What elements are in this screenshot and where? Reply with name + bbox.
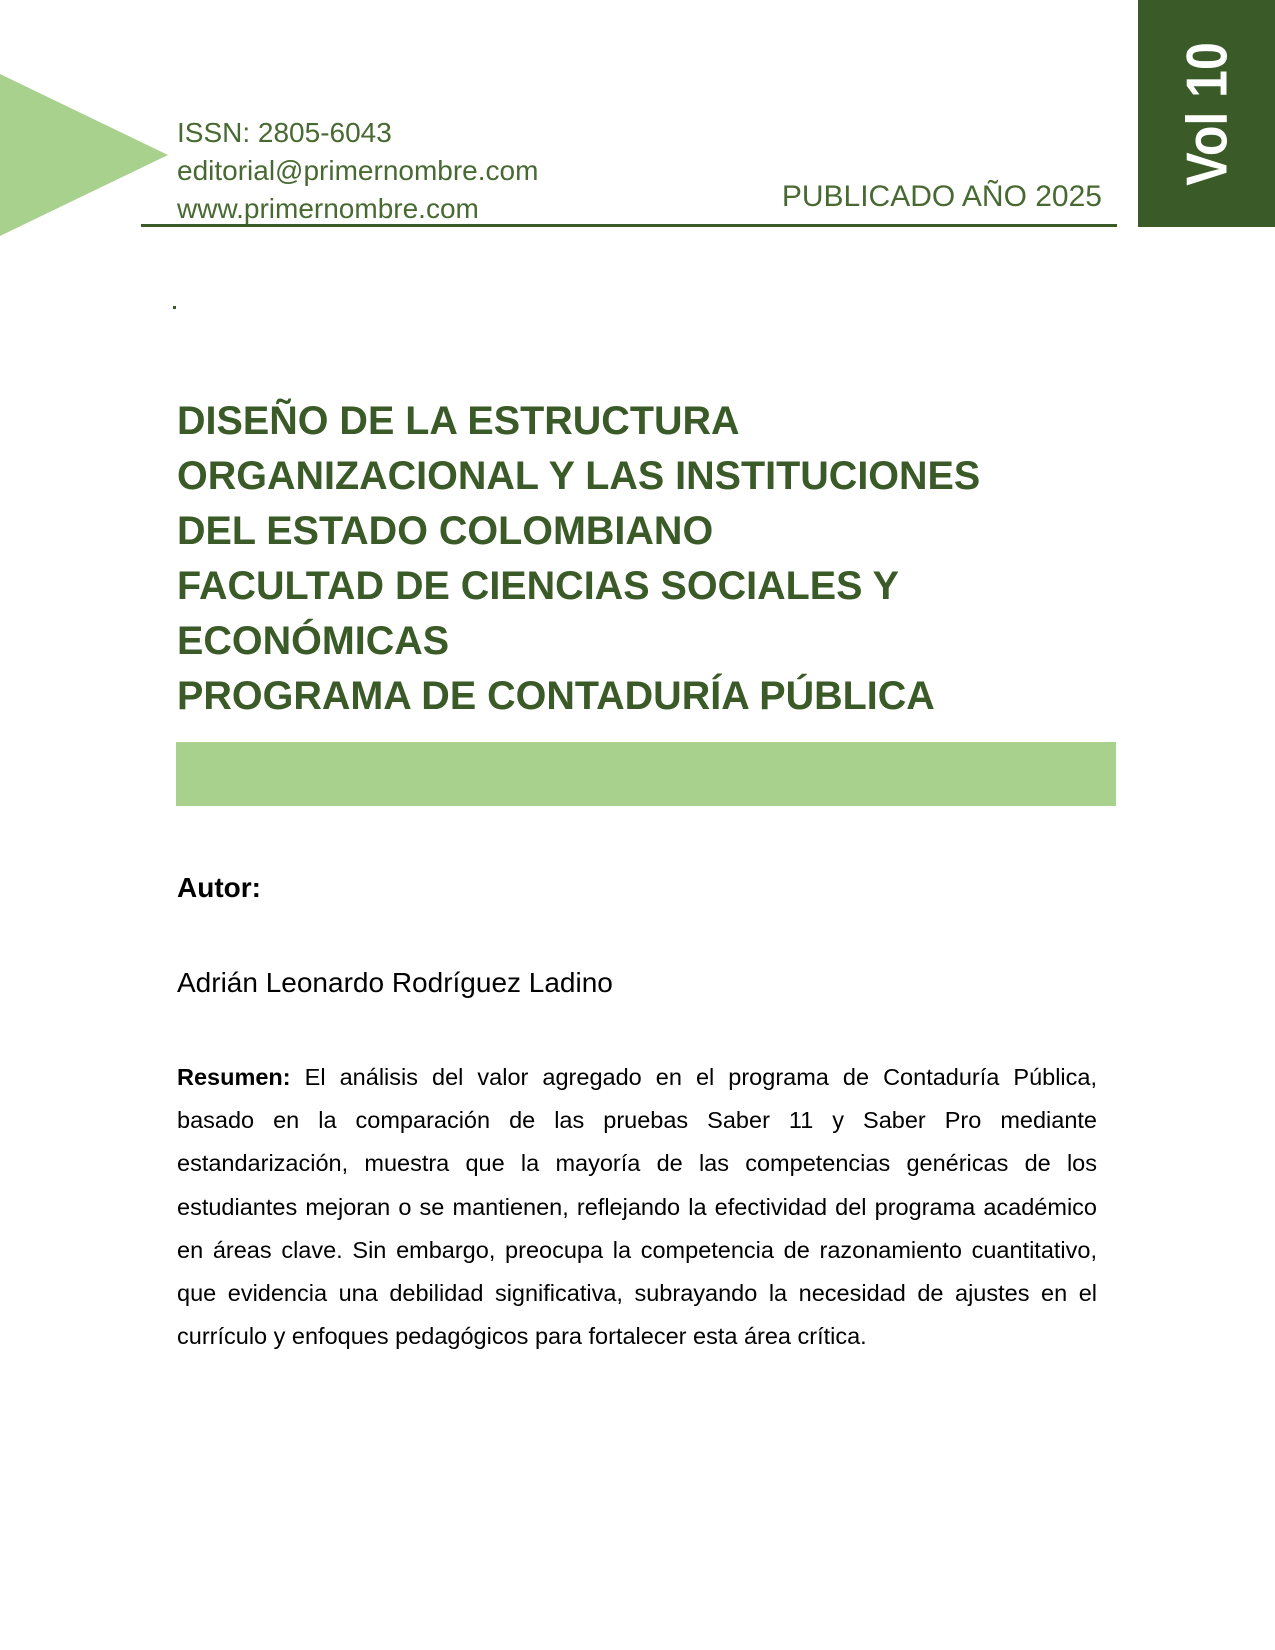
title-line: ECONÓMICAS <box>177 619 450 663</box>
volume-label: Vol 10 <box>1174 41 1239 186</box>
volume-tab <box>1138 0 1275 227</box>
title-line: ORGANIZACIONAL Y LAS INSTITUCIONES <box>177 454 981 498</box>
paper-title <box>177 394 1117 724</box>
header-divider <box>141 224 1117 227</box>
title-line: FACULTAD DE CIENCIAS SOCIALES Y <box>177 564 900 608</box>
author-name: Adrián Leonardo Rodríguez Ladino <box>177 967 613 998</box>
decorative-triangle <box>0 74 168 236</box>
title-line: DEL ESTADO COLOMBIANO <box>177 509 714 553</box>
author-label: Autor: <box>177 872 261 903</box>
abstract-label: Resumen: <box>177 1064 291 1090</box>
publication-year: PUBLICADO AÑO 2025 <box>781 180 1102 213</box>
abstract-text: El análisis del valor agregado en el programa de Contaduría Pública, basado en la comparación de las pruebas Saber 11 y Saber Pro mediante estandarización, muestra que la mayoría de las competencias genéricas de los estudiantes mejoran o se mantienen, reflejando la efectividad del programa académico en áreas clave. Sin embargo, preocupa la competencia de razonamiento cuantitativo, que evidencia una debilidad significativa, subrayando la necesidad de ajustes en el currículo y enfoques pedagógicos para fortalecer esta área crítica. <box>177 1064 1097 1350</box>
issn: ISSN: 2805-6043 <box>177 117 392 148</box>
editorial-email: editorial@primernombre.com <box>177 155 539 186</box>
title-underline-band <box>176 742 1116 806</box>
website: www.primernombre.com <box>177 193 479 224</box>
stray-mark <box>173 306 176 309</box>
abstract <box>177 1056 1097 1358</box>
title-line: DISEÑO DE LA ESTRUCTURA <box>177 399 740 443</box>
journal-info <box>177 114 538 228</box>
title-line: PROGRAMA DE CONTADURÍA PÚBLICA <box>177 674 935 718</box>
